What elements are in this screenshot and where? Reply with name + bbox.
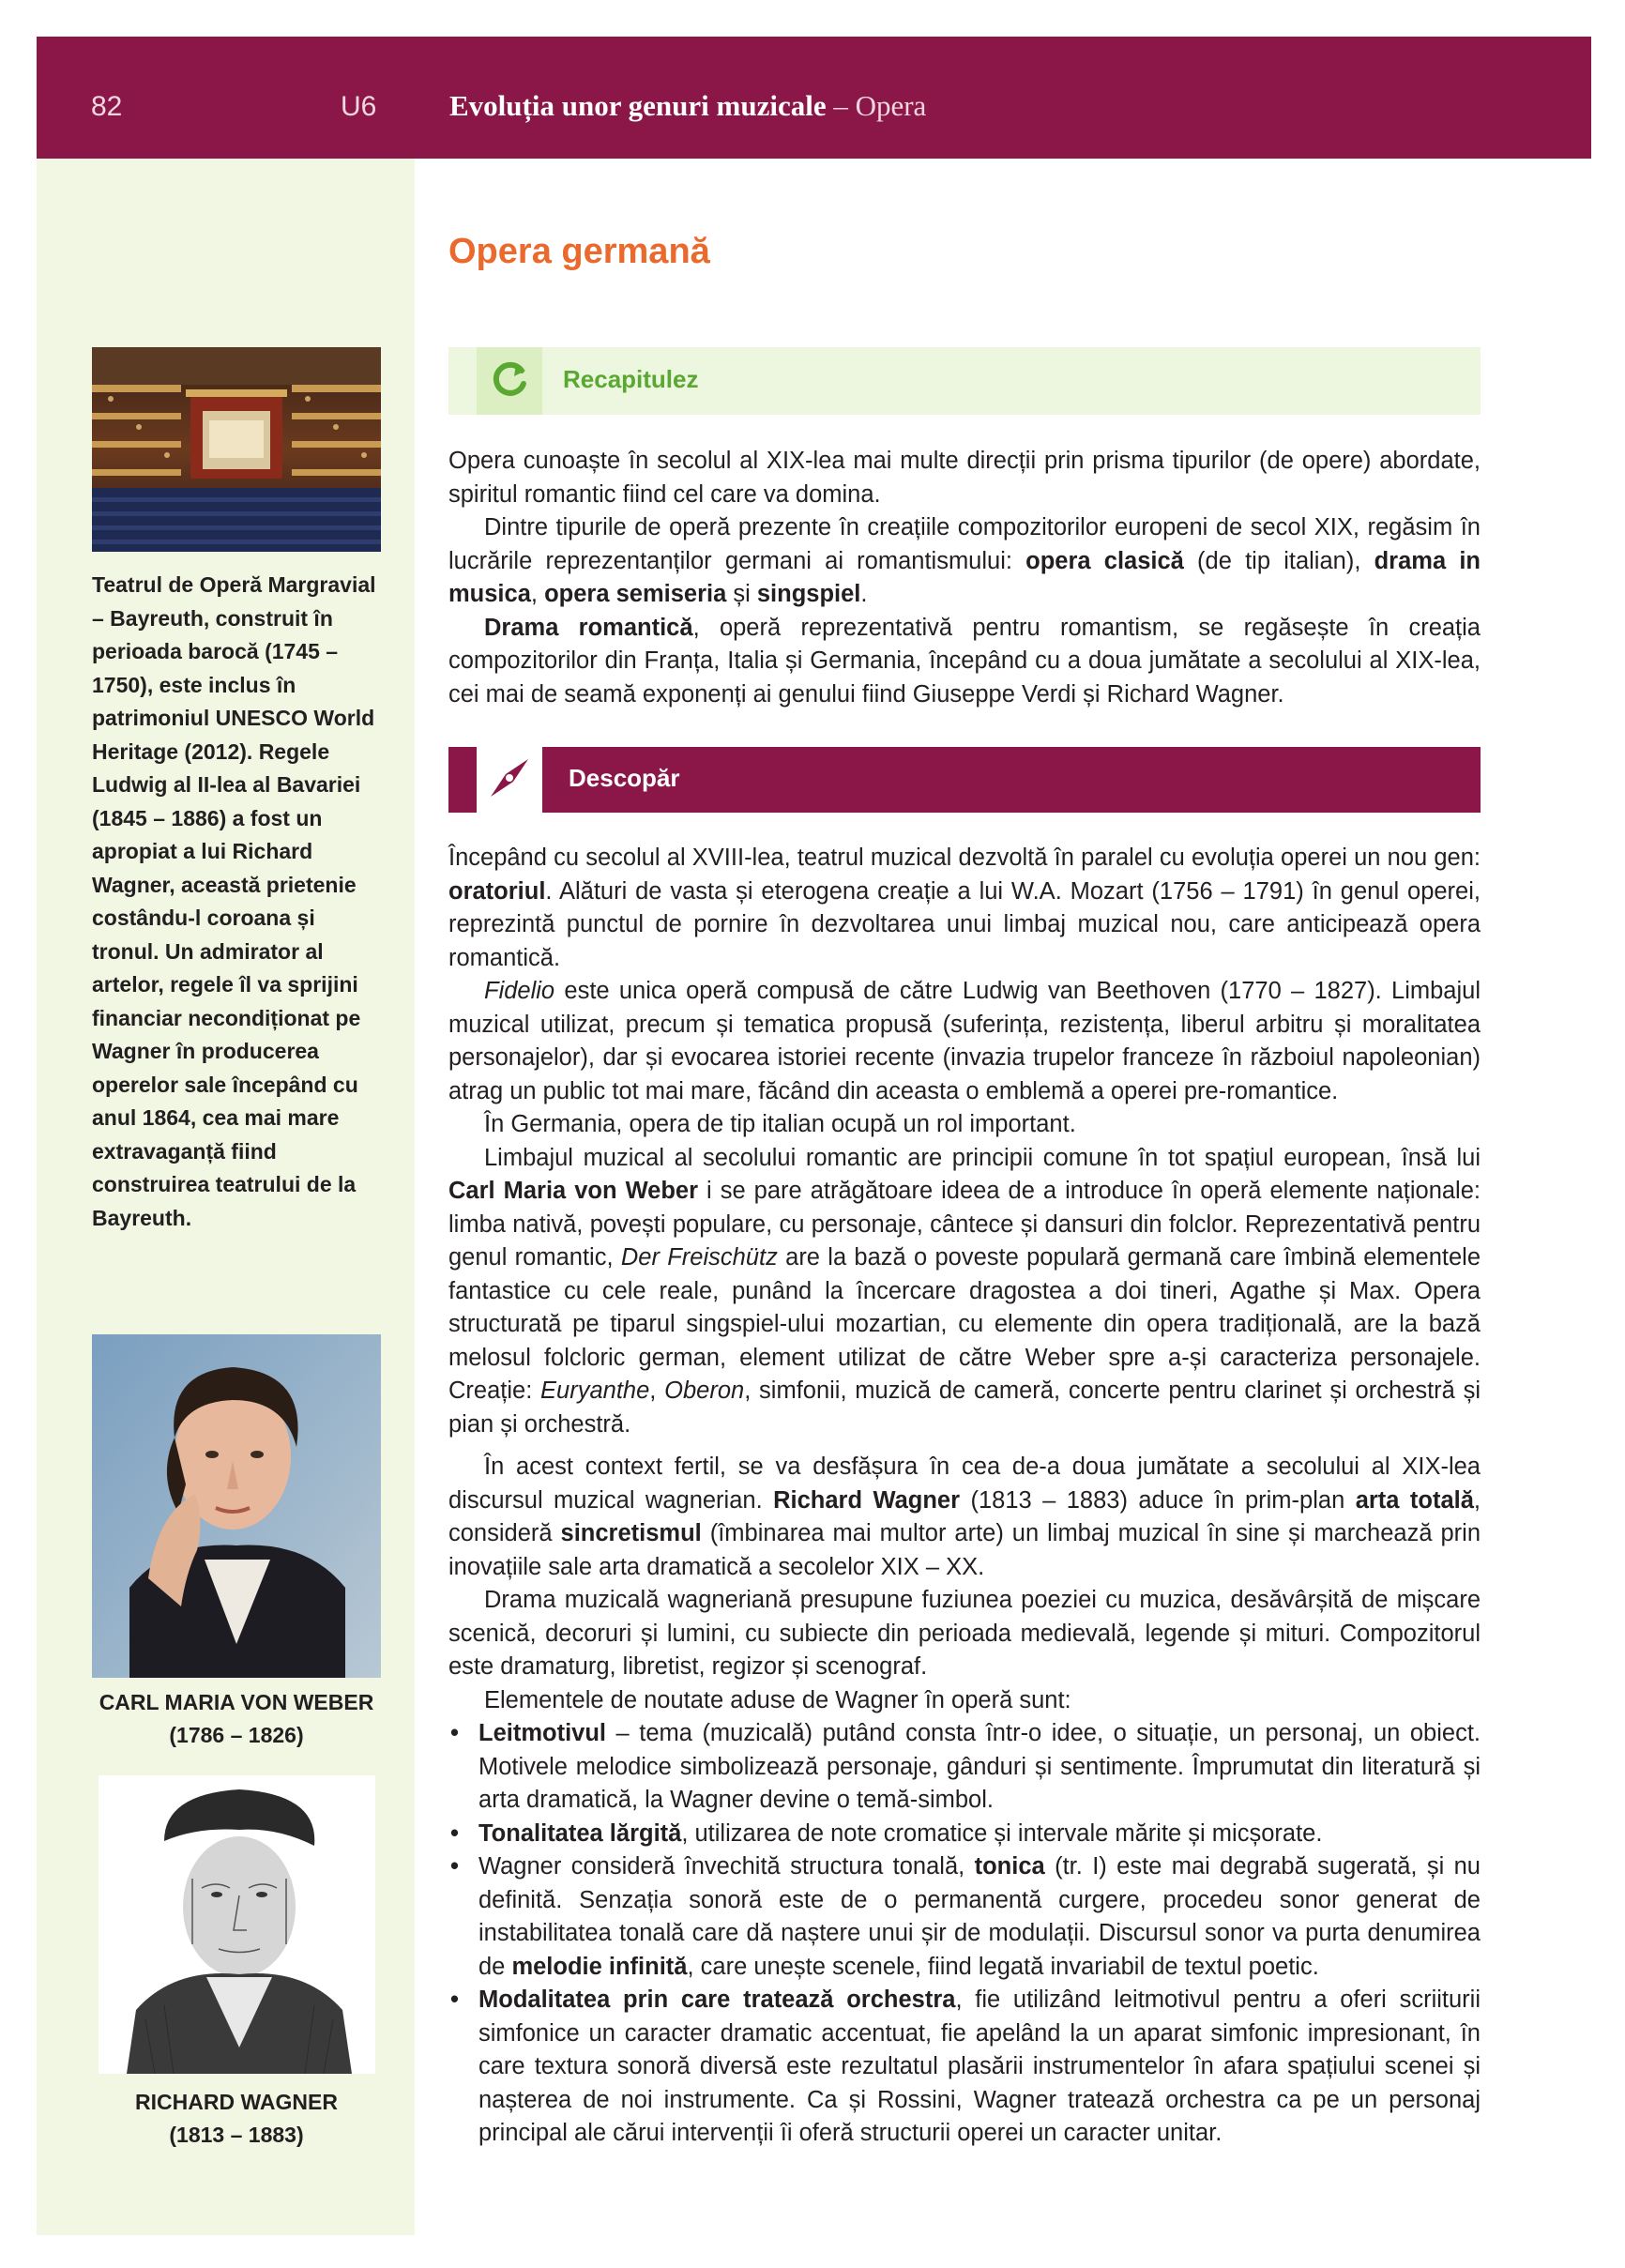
recap-text xyxy=(448,445,1481,711)
text-run-bold: Carl Maria von Weber xyxy=(448,1178,699,1204)
text-run-bold: singspiel xyxy=(756,581,861,607)
list-item xyxy=(448,1818,1481,1851)
text-run: – tema (muzicală) putând consta într-o idee, o situație, un personaj, un obiect. Motivele melodice simbolizează personaje, gânduri și sentimente. Împrumutat din literatură și arta dramatică, la Wagner devine o temă-simbol. xyxy=(478,1720,1481,1813)
list-item xyxy=(448,1850,1481,1984)
text-run: , utilizarea de note cromatice și intervale mărite și micșorate. xyxy=(681,1819,1323,1847)
text-run: , xyxy=(530,581,545,607)
page-header xyxy=(37,37,1591,159)
text-run-bold: oratoriul xyxy=(448,877,546,905)
wagner-years: (1813 – 1883) xyxy=(169,2123,304,2147)
text-run-bold: Modalitatea prin care tratează orchestra xyxy=(478,1986,956,2013)
weber-portrait xyxy=(92,1334,381,1678)
text-run: și xyxy=(726,581,757,607)
text-run-bold: Richard Wagner xyxy=(773,1486,961,1514)
text-run-bold: sincretismul xyxy=(560,1520,702,1546)
text-run: Wagner consideră învechită structura tonală, xyxy=(478,1853,975,1880)
text-run: Dintre tipurile de operă prezente în creațiile compozitorilor europeni de secol XIX, regăsim în lucrările reprezentanților germani ai romantismului: xyxy=(448,514,1481,574)
chapter-title-main: Evoluția unor genuri muzicale xyxy=(449,89,827,122)
discover-paragraph xyxy=(448,1142,1481,1442)
text-run: (de tip italian), xyxy=(1183,547,1374,574)
discover-icon-box xyxy=(477,747,542,813)
recap-label: Recapitulez xyxy=(563,365,699,393)
discover-paragraph: În Germania, opera de tip italian ocupă un rol important. xyxy=(484,1111,1076,1137)
text-run: (tr. I) este mai degrabă sugerată, și nu definită. Senzația sonoră este de o permanentă curgere, procedeu sonor generat de instabilitatea tonală care dă naștere unui șir de modulații. Discursul sonor va purta denumirea de xyxy=(478,1853,1481,1980)
list-item xyxy=(448,1984,1481,2151)
text-run: are la bază o poveste populară germană care îmbină elementele fantastice cu cele reale, punând la încercare dragostea a doi tineri, Agathe și Max. Opera structurată pe tiparul singspiel-ului mozartian, cu elemente din opera tradițională, are la bază melosul folcloric german, element utilizat de către Weber spre a-și caracteriza personajele. Creație: xyxy=(448,1244,1481,1404)
text-run: , xyxy=(649,1378,665,1404)
discover-paragraph xyxy=(448,975,1481,1108)
text-run: (1813 – 1883) aduce în prim-plan xyxy=(960,1486,1356,1514)
text-run: . Alături de vasta și eterogena creație a lui W.A. Mozart (1756 – 1791) în genul operei, reprezintă punctul de pornire în dezvoltarea unui limbaj muzical nou, care anticipează opera romantică. xyxy=(448,877,1481,971)
section-title: Opera germană xyxy=(448,232,710,271)
wagner-portrait xyxy=(99,1775,375,2074)
text-run-bold: Drama romantică xyxy=(484,614,693,641)
text-run-italic: Der Freischütz xyxy=(620,1244,778,1271)
weber-years: (1786 – 1826) xyxy=(169,1723,304,1747)
text-run-bold: Leitmotivul xyxy=(478,1720,607,1746)
discover-banner xyxy=(448,747,1481,813)
discover-label: Descopăr xyxy=(569,764,680,792)
discover-paragraph: Elementele de noutate aduse de Wagner în operă sunt: xyxy=(484,1686,1071,1713)
text-run: Limbajul muzical al secolului romantic are principii comune în tot spațiul european, însă lui xyxy=(484,1144,1481,1171)
text-run: , consideră xyxy=(448,1486,1481,1546)
discover-paragraph xyxy=(448,842,1481,975)
text-run-bold: melodie infinită xyxy=(511,1953,688,1980)
recap-banner xyxy=(448,347,1481,415)
text-run: , operă reprezentativă pentru romantism, se regăsește în creația compozitorilor din Franța, Italia și Germania, începând cu a doua jumătate a secolului al XIX-lea, cei mai de seamă exponenți ai genului fiind Giuseppe Verdi și Richard Wagner. xyxy=(448,614,1481,708)
text-run-italic: Oberon xyxy=(664,1378,745,1404)
recap-paragraph xyxy=(448,511,1481,612)
text-run-bold: tonica xyxy=(974,1853,1045,1880)
text-run-bold: drama in musica xyxy=(448,547,1481,607)
text-run-bold: opera semiseria xyxy=(544,581,727,607)
text-run-italic: Euryanthe xyxy=(540,1378,650,1404)
compass-icon xyxy=(485,753,534,806)
theater-photo xyxy=(92,347,381,552)
text-run: este unica operă compusă de către Ludwig van Beethoven (1770 – 1827). Limbajul muzical utilizat, precum și tematica propusă (suferința, rezistența, liberul arbitru și moralitatea personajelor), dar și evocarea istoriei recente (invazia trupelor franceze în războiul napoleonian) atrag un public tot mai mare, făcând din aceasta o emblemă a operei pre-romantice. xyxy=(448,978,1481,1104)
text-run: În acest context fertil, se va desfășura în cea de-a doua jumătate a secolului al XIX-lea discursul muzical wagnerian. xyxy=(448,1454,1481,1514)
recap-paragraph: Opera cunoaște în secolul al XIX-lea mai multe direcții prin prisma tipurilor (de opere) abordate, spiritul romantic fiind cel care va domina. xyxy=(448,448,1481,508)
novelty-list xyxy=(448,1717,1481,2151)
recap-paragraph xyxy=(448,612,1481,712)
discover-paragraph: Drama muzicală wagneriană presupune fuziunea poeziei cu muzica, desăvârșită de mișcare scenică, decoruri și lumini, cu subiecte din perioada medievală, legende și mituri. Compozitorul este dramaturg, libretist, regizor și scenograf. xyxy=(448,1587,1481,1680)
discover-text xyxy=(448,842,1481,2151)
page-number: 82 xyxy=(91,91,123,122)
text-run-italic: Fidelio xyxy=(484,978,555,1004)
text-run: , fie utilizând leitmotivul pentru a oferi scriiturii simfonice un caracter dramatic accentuat, fie apelând la un aparat simfonic impresionant, în care textura sonoră diversă este rezultatul plasării instrumentelor în afara spațiului scenei și nașterea de noi instrumente. Ca și Rossini, Wagner tratează orchestra ca pe un personaj principal ale cărui intervenții îi oferă structurii operei un caracter unitar. xyxy=(478,1986,1481,2146)
weber-name: CARL MARIA VON WEBER xyxy=(99,1690,374,1714)
refresh-icon xyxy=(488,358,531,404)
text-run: , care unește scenele, fiind legată invariabil de textul poetic. xyxy=(687,1953,1319,1980)
text-run: Începând cu secolul al XVIII-lea, teatrul muzical dezvoltă în paralel cu evoluția operei un nou gen: xyxy=(448,845,1481,871)
unit-label: U6 xyxy=(341,91,377,122)
list-item xyxy=(448,1717,1481,1818)
wagner-name: RICHARD WAGNER xyxy=(135,2090,338,2114)
chapter-title xyxy=(449,89,926,123)
text-run-bold: opera clasică xyxy=(1025,547,1184,574)
chapter-subtitle: Opera xyxy=(855,89,927,122)
theater-caption: Teatrul de Operă Margravial – Bayreuth, construit în perioada barocă (1745 – 1750), este inclus în patrimoniul UNESCO World Heritage (2012). Regele Ludwig al II-lea al Bavariei (1845 – 1886) a fost un apropiat a lui Richard Wagner, această prietenie costându-l coroana și tronul. Un admirator al artelor, regele îl va sprijini financiar necondiționat pe Wagner în producerea operelor sale începând cu anul 1864, cea mai mare extravaganță fiind construirea teatrului de la Bayreuth. xyxy=(92,572,376,1230)
text-run-bold: arta totală xyxy=(1355,1486,1474,1514)
text-run: , simfonii, muzică de cameră, concerte pentru clarinet și orchestră și pian și orchestră. xyxy=(448,1378,1481,1438)
recap-icon-box xyxy=(477,347,542,415)
text-run: i se pare atrăgătoare ideea de a introduce în operă elemente naționale: limba nativă, povești populare, cu personaje, cântece și dansuri din folclor. Reprezentativă pentru genul romantic, xyxy=(448,1178,1481,1271)
text-run-bold: Tonalitatea lărgită xyxy=(478,1819,682,1847)
chapter-title-dash: – xyxy=(826,89,856,122)
text-run: . xyxy=(860,581,868,607)
discover-paragraph xyxy=(448,1451,1481,1584)
text-run: (îmbinarea mai multor arte) un limbaj muzical în sine și marchează prin inovațiile sale arta dramatică a secolelor XIX – XX. xyxy=(448,1520,1481,1580)
